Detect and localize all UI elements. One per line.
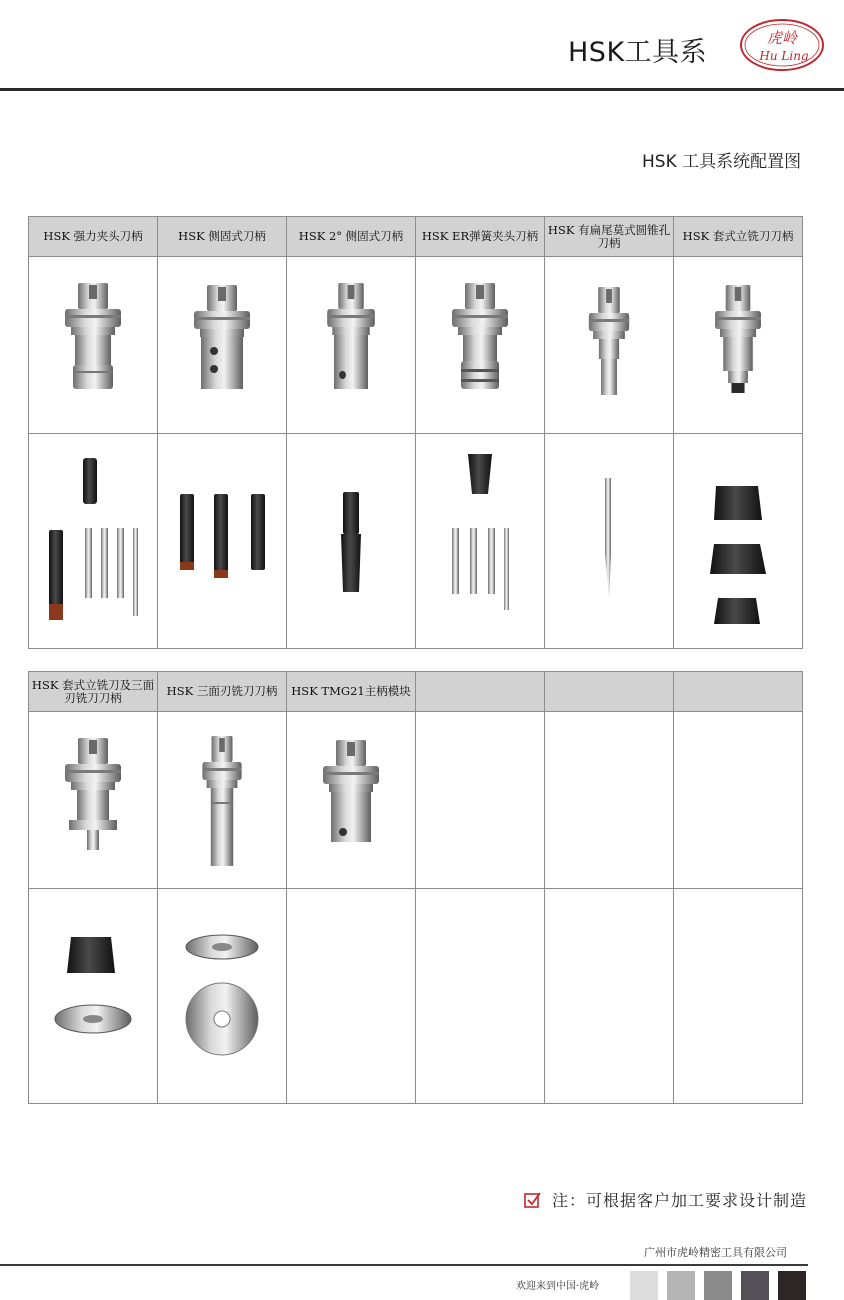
- column-header: HSK 2° 侧固式刀柄: [287, 217, 416, 257]
- welcome-text: 欢迎来到中国·虎岭: [516, 1281, 600, 1292]
- column-header: [545, 672, 674, 712]
- tool-image-row: [29, 889, 803, 1104]
- custom-design-note: [524, 1188, 807, 1211]
- table-header-row: [29, 217, 803, 257]
- table-cell: [416, 712, 545, 889]
- table-header-row: [29, 672, 803, 712]
- table-cell: [29, 712, 158, 889]
- table-cell: [545, 712, 674, 889]
- color-swatch: [741, 1271, 769, 1300]
- table-cell: [287, 712, 416, 889]
- power-chuck-holder-image: [29, 257, 157, 433]
- shell-mill-holder-image: [674, 257, 802, 433]
- er-collet-and-cutters-image: [416, 434, 544, 648]
- indexable-end-mills-image: [158, 434, 286, 648]
- header-rule: [0, 88, 844, 91]
- table-cell: [158, 889, 287, 1104]
- holder-image-row: [29, 257, 803, 434]
- shell-and-side-mill-holder-image: [29, 712, 157, 888]
- table-cell: [545, 889, 674, 1104]
- svg-text:Hu Ling: Hu Ling: [759, 49, 809, 63]
- column-header: HSK ER弹簧夹头刀柄: [416, 217, 545, 257]
- end-mill-tools-image: [29, 434, 157, 648]
- table-cell: [287, 257, 416, 434]
- svg-text:虎岭: 虎岭: [766, 29, 798, 47]
- column-header: HSK 侧固式刀柄: [158, 217, 287, 257]
- footer-rule: [0, 1264, 808, 1266]
- table-cell: [545, 434, 674, 649]
- column-header: HSK 有扁尾莫式圆锥孔刀柄: [545, 217, 674, 257]
- table-cell: [287, 434, 416, 649]
- tmg21-module-image: [287, 712, 415, 888]
- table-cell: [416, 889, 545, 1104]
- config-table-2: [28, 671, 803, 1104]
- table-cell: [674, 257, 803, 434]
- er-collet-holder-image: [416, 257, 544, 433]
- side-mill-arbor-image: [158, 712, 286, 888]
- table-cell: [674, 889, 803, 1104]
- side-lock-holder-image: [158, 257, 286, 433]
- company-name: 广州市虎岭精密工具有限公司: [644, 1246, 787, 1259]
- morse-taper-holder-image: [545, 257, 673, 433]
- config-table-1: [28, 216, 803, 649]
- checkbox-icon: [524, 1191, 542, 1209]
- color-swatch: [630, 1271, 658, 1300]
- huling-logo: [739, 17, 825, 73]
- table-cell: [29, 889, 158, 1104]
- two-degree-side-lock-holder-image: [287, 257, 415, 433]
- table-cell: [158, 434, 287, 649]
- column-header: HSK TMG21主柄模块: [287, 672, 416, 712]
- column-header: HSK 套式立铣刀刀柄: [674, 217, 803, 257]
- table-cell: [416, 434, 545, 649]
- page-header-title: HSK工具系: [568, 37, 708, 68]
- color-swatch: [778, 1271, 806, 1300]
- table-cell: [416, 257, 545, 434]
- table-cell: [29, 257, 158, 434]
- shell-and-side-cutters-image: [29, 889, 157, 1103]
- table-cell: [29, 434, 158, 649]
- color-swatch: [667, 1271, 695, 1300]
- table-cell: [158, 712, 287, 889]
- color-swatch: [704, 1271, 732, 1300]
- taper-drill-image: [545, 434, 673, 648]
- holder-image-row: [29, 712, 803, 889]
- table-cell: [287, 889, 416, 1104]
- side-mill-cutters-image: [158, 889, 286, 1103]
- table-cell: [674, 434, 803, 649]
- column-header: HSK 套式立铣刀及三面刃铣刀刀柄: [29, 672, 158, 712]
- column-header: HSK 三面刃铣刀刀柄: [158, 672, 287, 712]
- table-cell: [545, 257, 674, 434]
- column-header: [416, 672, 545, 712]
- column-header: [674, 672, 803, 712]
- note-text: 注：可根据客户加工要求设计制造: [552, 1191, 808, 1210]
- table-cell: [674, 712, 803, 889]
- drill-tool-image: [287, 434, 415, 648]
- column-header: HSK 强力夹头刀柄: [29, 217, 158, 257]
- table-cell: [158, 257, 287, 434]
- shell-mill-cutters-image: [674, 434, 802, 648]
- page-subtitle: HSK 工具系统配置图: [642, 152, 802, 172]
- tool-image-row: [29, 434, 803, 649]
